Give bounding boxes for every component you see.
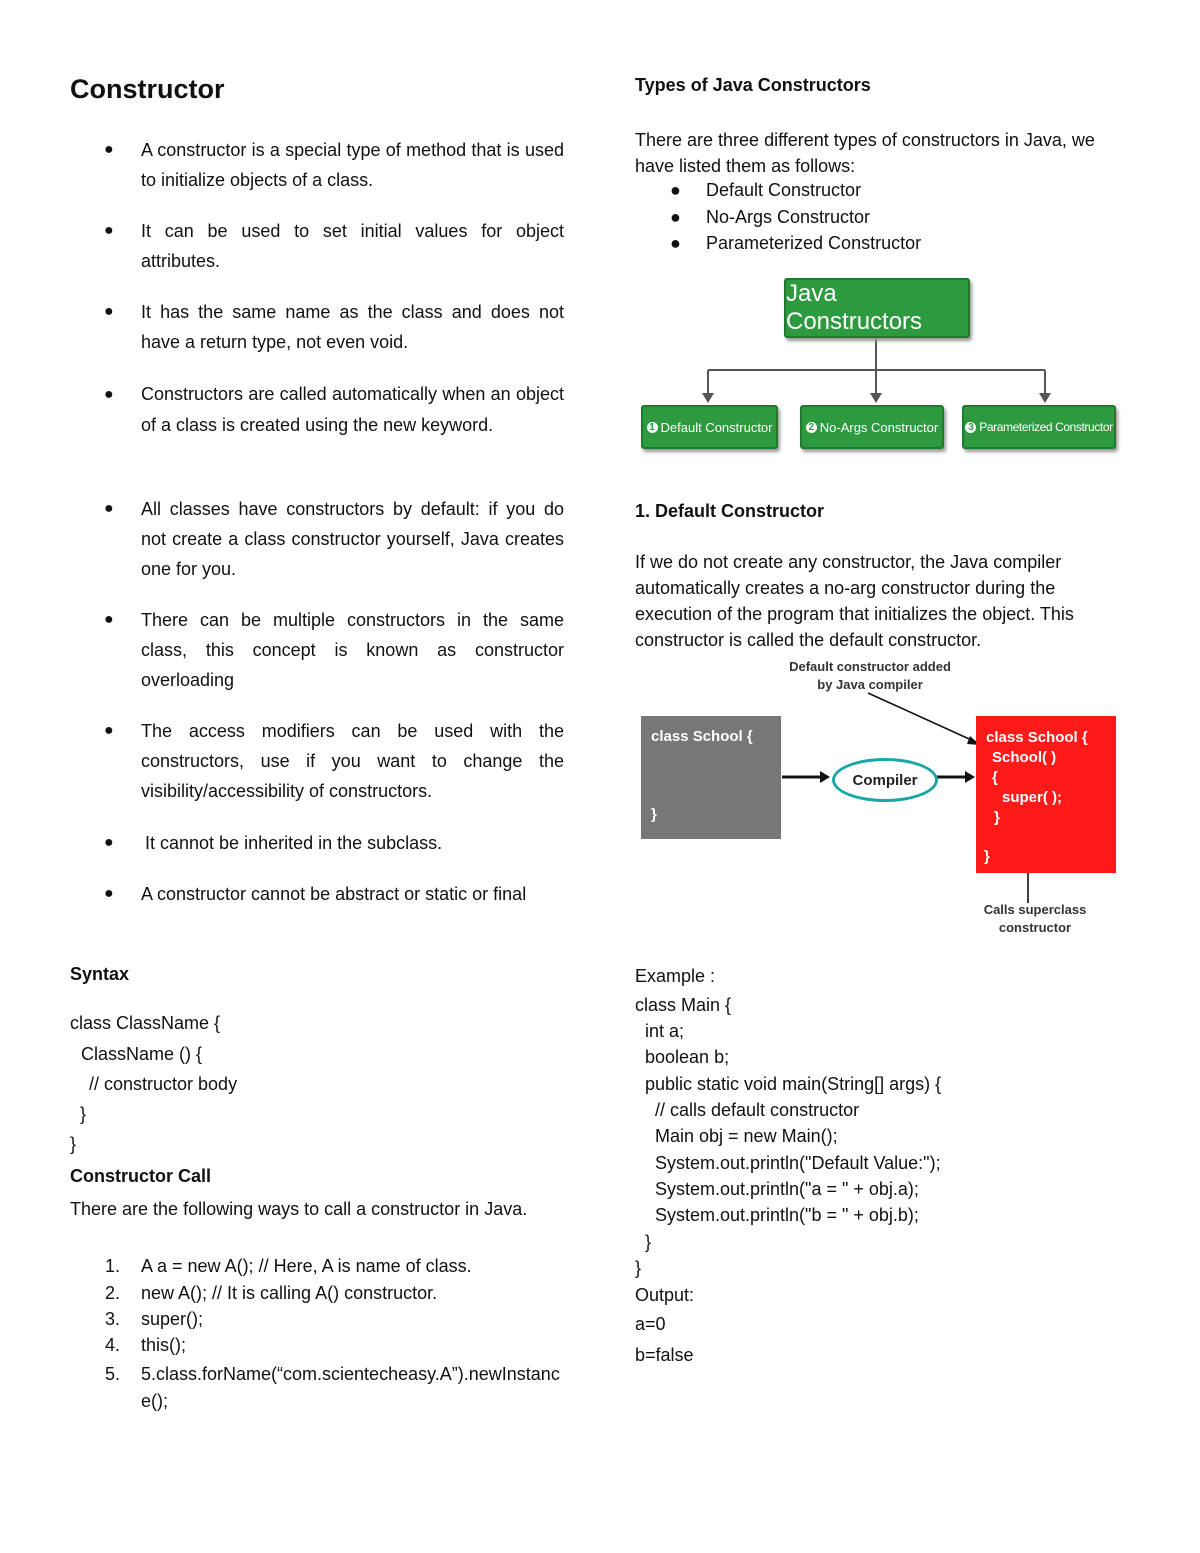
code-line: boolean b; xyxy=(645,1047,730,1067)
bullet-item: ● Parameterized Constructor xyxy=(670,233,922,253)
root-node: Java Constructors xyxy=(784,278,970,338)
code-line: public static void main(String[] args) { xyxy=(645,1074,942,1094)
output-label: Output: xyxy=(635,1285,695,1305)
code-line: } xyxy=(70,1134,77,1154)
code-line: System.out.println("b = " + obj.b); xyxy=(655,1205,919,1225)
code-line: System.out.println("a = " + obj.a); xyxy=(655,1179,919,1199)
code-line: // calls default constructor xyxy=(655,1100,860,1120)
compiler-node: Compiler xyxy=(832,758,938,802)
connector-lines xyxy=(630,330,1130,410)
call-heading: Constructor Call xyxy=(70,1166,212,1186)
annotation-top: Default constructor added by Java compiler xyxy=(789,659,951,692)
output-line: b=false xyxy=(635,1345,694,1365)
code-line: } xyxy=(645,1232,652,1252)
code-line: } xyxy=(80,1104,87,1124)
code-line: } xyxy=(635,1258,642,1278)
example-heading: Example : xyxy=(635,966,716,986)
code-line: // constructor body xyxy=(89,1074,238,1094)
types-heading: Types of Java Constructors xyxy=(635,75,871,95)
code-line: class ClassName { xyxy=(70,1013,221,1033)
page-title: Constructor xyxy=(70,74,225,104)
call-intro: There are the following ways to call a constructor in Java. xyxy=(70,1199,528,1219)
default-heading: 1. Default Constructor xyxy=(635,501,825,521)
code-line: int a; xyxy=(645,1021,685,1041)
code-line: ClassName () { xyxy=(81,1044,203,1064)
types-intro: There are three different types of constructors in Java, we have listed them as follows: xyxy=(635,130,1095,176)
bullet-item: ● Default Constructor xyxy=(670,180,862,200)
default-paragraph: If we do not create any constructor, the Java compiler automatically creates a no-arg constructor during the execution of the program that initializes the object. This constructor is called the default constructor. xyxy=(635,552,1074,650)
annotation-bottom: Calls superclass constructor xyxy=(983,902,1087,935)
child-node: 3 Parameterized Constructor xyxy=(962,405,1116,449)
syntax-heading: Syntax xyxy=(70,964,130,984)
child-node: 1 Default Constructor xyxy=(641,405,778,449)
bullet-item: ● No-Args Constructor xyxy=(670,207,871,227)
compiled-class-box: class School { School( ) { super( ); } } xyxy=(976,716,1116,873)
output-line: a=0 xyxy=(635,1314,666,1334)
code-line: System.out.println("Default Value:"); xyxy=(655,1153,941,1173)
code-line: class Main { xyxy=(635,995,732,1015)
source-class-box: class School { } xyxy=(641,716,781,839)
child-node: 2 No-Args Constructor xyxy=(800,405,944,449)
code-line: Main obj = new Main(); xyxy=(655,1126,838,1146)
